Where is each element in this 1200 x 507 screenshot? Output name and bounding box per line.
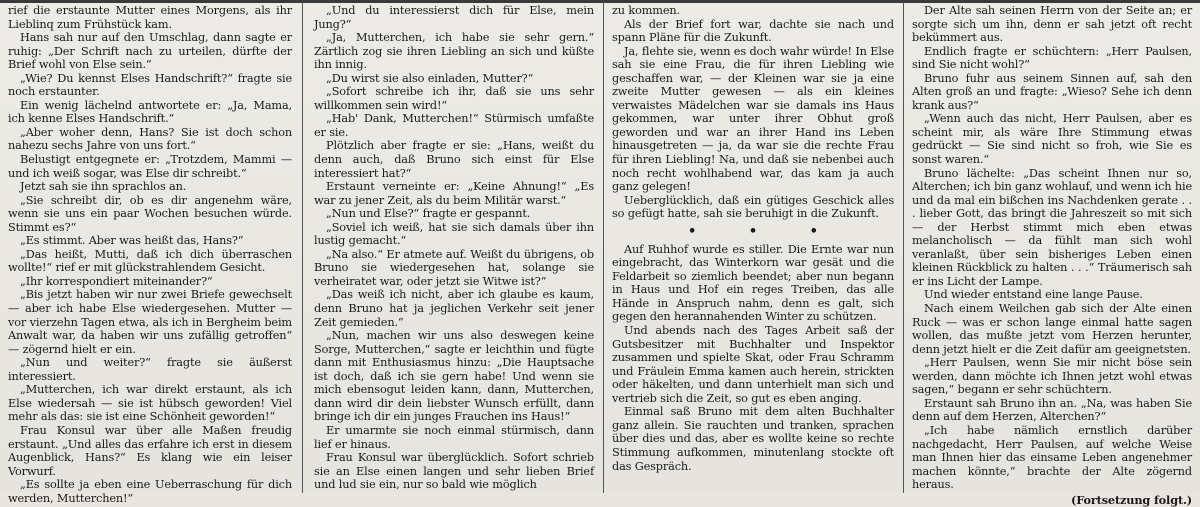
paragraph: Belustigt entgegnete er: „Trotzdem, Mammi — und ich weiß sogar, was Else dir schreibt.“	[8, 153, 292, 180]
column-2	[314, 4, 594, 491]
column-rule	[603, 2, 604, 493]
column-rule	[903, 2, 904, 493]
paragraph: „Nun und weiter?“ fragte sie äußerst interessiert.	[8, 356, 292, 383]
paragraph: Einmal saß Bruno mit dem alten Buchhalter ganz allein. Sie rauchten und tranken, sprachen über dies und das, aber es wollte keine so rechte Stimmung aufkommen, minutenlang stockte oft das Gespräch.	[612, 405, 894, 473]
section-separator: • • •	[688, 223, 842, 239]
continuation-note: (Fortsetzung folgt.)	[1071, 492, 1192, 507]
paragraph: Bruno fuhr aus seinem Sinnen auf, sah den Alten groß an und fragte: „Wieso? Sehe ich denn krank aus?“	[912, 71, 1192, 112]
paragraph: Ein wenig lächelnd antwortete er: „Ja, Mama, ich kenne Elses Handschrift.“	[8, 98, 292, 126]
top-rule	[0, 0, 1200, 3]
paragraph: „Sie schreibt dir, ob es dir angenehm wäre, wenn sie uns ein paar Wochen besuchen würde. Stimmt es?“	[8, 193, 292, 234]
paragraph: rief die erstaunte Mutter eines Morgens, als ihr Lieblinq zum Frühstück kam.	[8, 4, 292, 31]
paragraph: „Aber woher denn, Hans? Sie ist doch schon nahezu sechs Jahre von uns fort.“	[8, 125, 292, 153]
paragraph: Ueberglücklich, daß ein gütiges Geschick alles so gefügt hatte, sah sie beruhigt in die Zukunft.	[612, 193, 894, 221]
paragraph: „Sofort schreibe ich ihr, daß sie uns sehr willkommen sein wird!“	[314, 85, 594, 112]
paragraph: Hans sah nur auf den Umschlag, dann sagte er ruhig: „Der Schrift nach zu urteilen, dürfte der Brief wohl von Else sein.“	[8, 31, 292, 72]
paragraph: „Das weiß ich nicht, aber ich glaube es kaum, denn Bruno hat ja jeglichen Verkehr seit jener Zeit gemieden.“	[314, 288, 594, 329]
paragraph: Bruno lächelte: „Das scheint Ihnen nur so, Alterchen; ich bin ganz wohlauf, und wenn ich hie und da mal ein bißchen ins Nachdenken gerate . . . lieber Gott, das bringt die Jahreszeit so mit sich — der Herbst stimmt mich eben etwas melancholisch — da fühlt man sich wohl veranlaßt, über sein bisheriges Leben einen kleinen Rückblick zu halten . . .“ Träumerisch sah er ins Licht der Lampe.	[912, 166, 1192, 288]
paragraph: „Ich habe nämlich ernstlich darüber nachgedacht, Herr Paulsen, auf welche Weise man Ihnen hier das einsame Leben angenehmer machen könnte,“ brachte der Alte zögernd heraus.	[912, 423, 1192, 492]
paragraph: „Das heißt, Mutti, daß ich dich überraschen wollte!“ rief er mit glückstrahlendem Gesicht.	[8, 247, 292, 275]
paragraph: „Hab' Dank, Mutterchen!“ Stürmisch umfaßte er sie.	[314, 112, 594, 139]
paragraph: „Nun und Else?“ fragte er gespannt.	[326, 207, 531, 221]
paragraph: „Du wirst sie also einladen, Mutter?“	[326, 71, 534, 85]
paragraph: „Es sollte ja eben eine Ueberraschung für dich werden, Mutterchen!“	[8, 478, 292, 505]
paragraph: „Na also.“ Er atmete auf. Weißt du übrigens, ob Bruno sie wiedergesehen hat, solange sie verheiratet war, oder jetzt sie Witwe ist?“	[314, 247, 594, 288]
paragraph: Frau Konsul war über alle Maßen freudig erstaunt. „Und alles das erfahre ich erst in diesem Augenblick, Hans?“ Es klang wie ein leiser Vorwurf.	[8, 423, 292, 478]
paragraph: „Wie? Du kennst Elses Handschrift?“ fragte sie noch erstaunter.	[8, 71, 292, 99]
paragraph: Nach einem Weilchen gab sich der Alte einen Ruck — was er schon lange einmal hatte sagen wollen, das mußte jetzt vom Herzen herunter, denn jetzt hielt er die Zeit dafür am geeignetsten.	[912, 302, 1192, 356]
paragraph: Plötzlich aber fragte er sie: „Hans, weißt du denn auch, daß Bruno sich einst für Else interessiert hat?“	[314, 139, 594, 180]
column-3	[612, 4, 894, 491]
paragraph: Frau Konsul war überglücklich. Sofort schrieb sie an Else einen langen und sehr lieben Brief und lud sie ein, nur so bald wie möglich	[314, 451, 594, 492]
paragraph: Der Alte sah seinen Herrn von der Seite an; er sorgte sich um ihn, denn er sah jetzt oft recht bekümmert aus.	[912, 4, 1192, 45]
paragraph: Er umarmte sie noch einmal stürmisch, dann lief er hinaus.	[314, 423, 594, 451]
paragraph: „Wenn auch das nicht, Herr Paulsen, aber es scheint mir, als wäre Ihre Stimmung etwas gedrückt — Sie sind nicht so froh, wie Sie es sonst waren.“	[912, 112, 1192, 167]
paragraph: „Ihr korrespondiert miteinander?“	[20, 274, 213, 288]
column-rule	[302, 2, 303, 493]
paragraph: „Herr Paulsen, wenn Sie mir nicht böse sein werden, dann möchte ich Ihnen jetzt wohl etwas sagen,“ begann er sehr schüchtern.	[912, 356, 1192, 397]
paragraph: Als der Brief fort war, dachte sie nach und spann Pläne für die Zukunft.	[612, 17, 894, 45]
paragraph: Und abends nach des Tages Arbeit saß der Gutsbesitzer mit Buchhalter und Inspektor zusammen und spielte Skat, oder Frau Schramm und Fräulein Emma kamen auch herein, strickten oder häkelten, und dann unterhielt man sich und vertrieb sich die Zeit, so gut es eben anging.	[612, 324, 894, 405]
paragraph: Endlich fragte er schüchtern: „Herr Paulsen, sind Sie nicht wohl?“	[912, 44, 1192, 72]
column-4	[912, 4, 1192, 507]
paragraph: zu kommen.	[612, 4, 680, 17]
paragraph: „Und du interessierst dich für Else, mein Jung?“	[314, 4, 594, 31]
paragraph: Auf Ruhhof wurde es stiller. Die Ernte war nun eingebracht, das Winterkorn war gesät und die Feldarbeit so ziemlich beendet; aber nun begann in Haus und Hof ein reges Treiben, das alle Hände in Anspruch nahm, denn es galt, sich gegen den herannahenden Winter zu schützen.	[612, 242, 894, 324]
column-1	[8, 4, 292, 505]
paragraph: „Mutterchen, ich war direkt erstaunt, als ich Else wiedersah — sie ist hübsch geworden! Viel mehr als das: sie ist eine Schönheit geworden!“	[8, 383, 292, 424]
paragraph: „Soviel ich weiß, hat sie sich damals über ihn lustig gemacht.“	[314, 220, 594, 248]
paragraph: Jetzt sah sie ihn sprachlos an.	[20, 180, 187, 194]
paragraph: „Bis jetzt haben wir nur zwei Briefe gewechselt — aber ich habe Else wiedergesehen. Mutter — vor vierzehn Tagen etwa, als ich in Bergheim beim Anwalt war, da haben wir uns zufällig getroffen“ — zögernd hielt er ein.	[8, 288, 292, 356]
paragraph: Erstaunt sah Bruno ihn an. „Na, was haben Sie denn auf dem Herzen, Alterchen?“	[912, 396, 1192, 424]
paragraph: „Nun, machen wir uns also deswegen keine Sorge, Mutterchen,“ sagte er leichthin und fügte dann mit Enthusiasmus hinzu: „Die Hauptsache ist doch, daß ich sie gern habe! Und wenn sie mich ebensogut leiden kann, dann, Mutterchen, dann wird dir dein liebster Wunsch erfüllt, dann bringe ich dir ein junges Frauchen ins Haus!“	[314, 329, 594, 424]
paragraph: „Es stimmt. Aber was heißt das, Hans?“	[20, 234, 244, 248]
paragraph: Erstaunt verneinte er: „Keine Ahnung!“ „Es war zu jener Zeit, als du beim Militär warst.“	[314, 180, 594, 207]
paragraph: „Ja, Mutterchen, ich habe sie sehr gern.“ Zärtlich zog sie ihren Liebling an sich und küßte ihn innig.	[314, 31, 594, 72]
paragraph: Ja, flehte sie, wenn es doch wahr würde! In Else sah sie eine Frau, die für ihren Liebling wie geschaffen war, — der Kleinen war sie ja eine zweite Mutter gewesen — als ein kleines verwaistes Mädelchen war sie damals ins Haus gekommen, war unter ihrer Obhut groß geworden und war an ihrer Hand ins Leben hinausgetreten — ja, da war sie die rechte Frau für ihren Liebling! Na, und daß sie nebenbei auch noch recht wohlhabend war, das kam ja auch ganz gelegen!	[612, 44, 894, 194]
paragraph: Und wieder entstand eine lange Pause.	[924, 288, 1143, 302]
